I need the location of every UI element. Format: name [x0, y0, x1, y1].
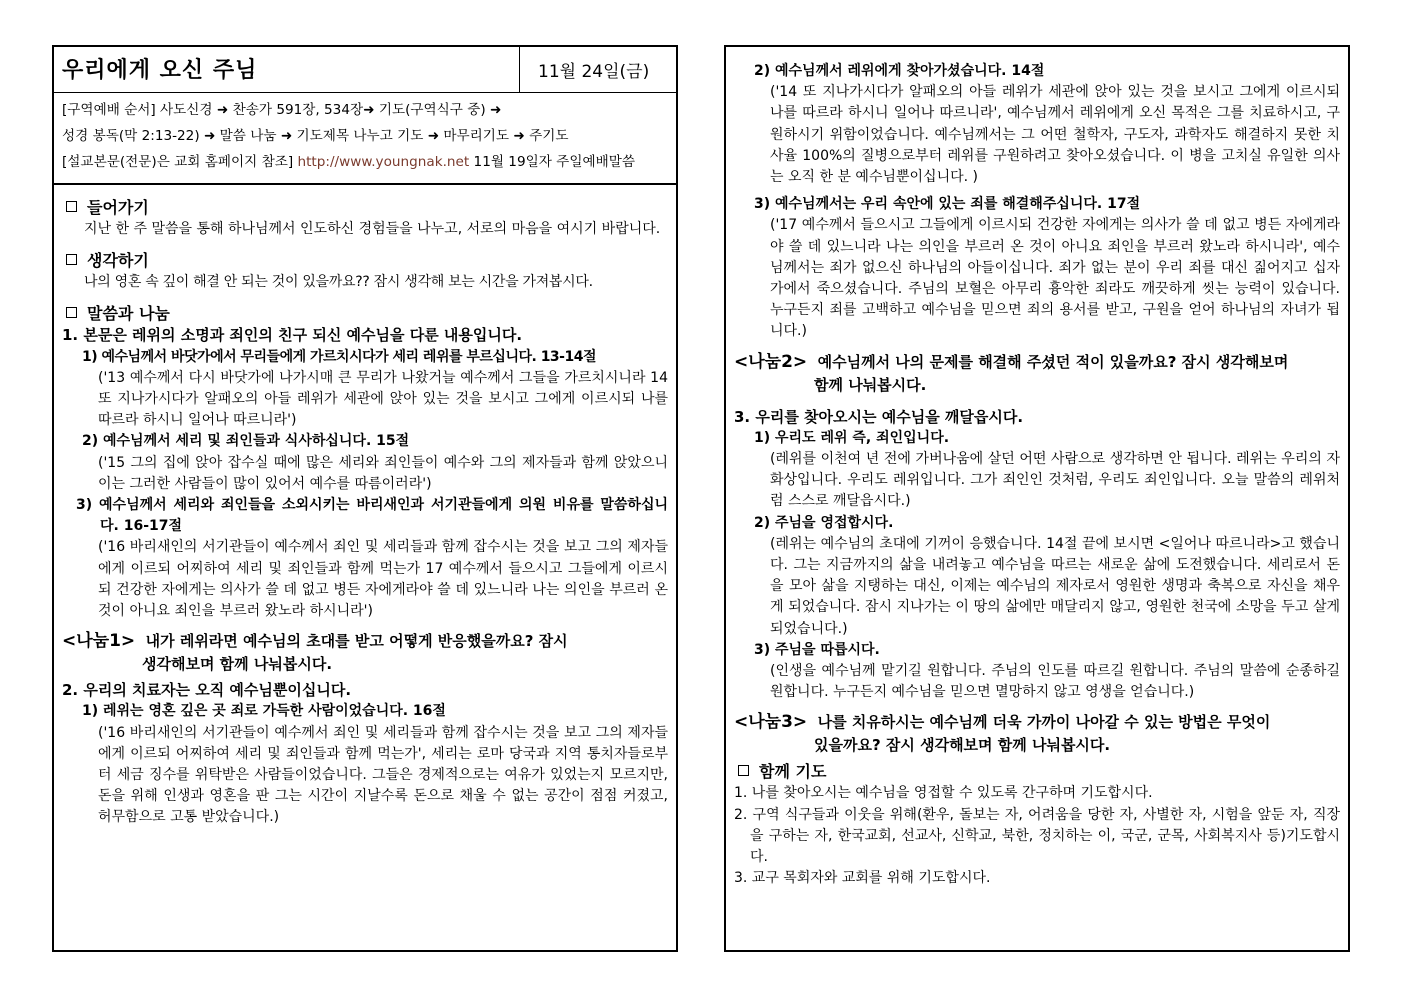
- checkbox-icon: [66, 307, 77, 318]
- checkbox-icon: [66, 254, 77, 265]
- date-label: 11월 24일(금): [538, 62, 650, 82]
- point-3-3: 3) 주님을 따릅시다.: [754, 641, 880, 658]
- section-prayer-heading: 함께 기도: [734, 761, 1340, 783]
- think-text: 나의 영혼 속 깊이 해결 안 되는 것이 있을까요?? 잠시 생각해 보는 시간을 가져봅시다.: [84, 274, 593, 291]
- share-3: <나눔3> 나를 치유하시는 예수님께 더욱 가까이 나아갈 수 있는 방법은 무엇이 있을까요? 잠시 생각해보며 함께 나눠봅시다.: [734, 712, 1271, 755]
- point-3-2-text: (레위는 예수님의 초대에 기꺼이 응했습니다. 14절 끝에 보시면 <일어나 따르니라>고 했습니다. 그는 지금까지의 삶을 내려놓고 예수님을 따르는 새로운 삶에 도전했습니다. 세리로서 돈을 모아 삶을 지탱하는 대신, 이제는 예수님의 제자로서 영원한 생명과 축복으로 자신을 채우게 되었습니다. 잠시 지나가는 이 땅의 삶에만 매달리지 않고, 영원한 천국에 소망을 두고 살게 되었습니다.): [770, 535, 1340, 637]
- point-1-1-text: ('13 예수께서 다시 바닷가에 나가시매 큰 무리가 나왔거늘 예수께서 그들을 가르치시니라 14 또 지나가시다가 알패오의 아들 레위가 세관에 앉아 있는 것을 보시고 그에게 이르시되 나를 따르라 하시니 일어나 따르니라'): [98, 369, 668, 429]
- point-3-2: 2) 주님을 영접합시다.: [754, 514, 894, 531]
- homepage-link[interactable]: http://www.youngnak.net: [297, 154, 470, 170]
- point-2-1-text: ('16 바리새인의 서기관들이 예수께서 죄인 및 세리들과 함께 잡수시는 것을 보고 그의 제자들에게 이르되 어찌하여 세리 및 죄인들과 함께 먹는가', 세리는 로마 당국과 지역 통치자들로부터 세금 징수를 위탁받은 사람들이었습니다. 그들은 경제적으로는 여유가 있었는지 모르지만, 돈을 위해 인생과 영혼을 판 그는 시간이 지날수록 돈으로 채울 수 없는 공간이 점점 커졌고, 허무함으로 고통 받았습니다.): [98, 724, 668, 826]
- checkbox-icon: [738, 765, 749, 776]
- left-content: [54, 185, 676, 829]
- order-line1: 사도신경 ➜ 찬송가 591장, 534장➜ 기도(구역식구 중) ➜: [155, 102, 502, 118]
- left-page: [52, 45, 678, 952]
- sermon-date: 11월 19일자 주일예배말씀: [469, 154, 635, 170]
- point-2-2: 2) 예수님께서 레위에게 찾아가셨습니다. 14절: [754, 63, 1045, 79]
- worship-order: [54, 93, 676, 185]
- right-content: [726, 47, 1348, 890]
- section-intro-heading: 들어가기: [62, 197, 668, 219]
- point-2-3: 3) 예수님께서는 우리 속안에 있는 죄를 해결해주십니다. 17절: [754, 196, 1141, 213]
- point-1-3: 3) 예수님께서 세리와 죄인들을 소외시키는 바리새인과 서기관들에게 의원 비유를 말씀하십니다. 16-17절: [76, 497, 668, 535]
- prayer-list: [734, 783, 1340, 889]
- point-3: 3. 우리를 찾아오시는 예수님을 깨달읍시다.: [734, 407, 1024, 426]
- point-1-1: 1) 예수님께서 바닷가에서 무리들에게 가르치시다가 세리 레위를 부르십니다. 13-14절: [82, 348, 596, 365]
- right-page: [724, 45, 1350, 952]
- share-2: <나눔2> 예수님께서 나의 문제를 해결해 주셨던 적이 있을까요? 잠시 생각해보며 함께 나눠봅시다.: [734, 351, 1289, 394]
- prayer-item: 2. 구역 식구들과 이웃을 위해(환우, 돌보는 자, 어려움을 당한 자, 사별한 자, 시험을 앞둔 자, 직장을 구하는 자, 한국교회, 선교사, 신학교, 북한, 정치하는 이, 국군, 군목, 사회복지사 등)기도합시다.: [734, 806, 1340, 866]
- point-1-2-text: ('15 그의 집에 앉아 잡수실 때에 많은 세리와 죄인들이 예수와 그의 제자들과 함께 앉았으니 이는 그러한 사람들이 많이 있어서 예수를 따름이러라'): [98, 454, 668, 492]
- sermon-label: [설교본문(전문)은 교회 홈페이지 참조]: [62, 154, 294, 170]
- section-word-heading: 말씀과 나눔: [62, 303, 668, 325]
- intro-text: 지난 한 주 말씀을 통해 하나님께서 인도하신 경험들을 나누고, 서로의 마음을 여시기 바랍니다.: [84, 221, 661, 237]
- share-1: <나눔1> 내가 레위라면 예수님의 초대를 받고 어떻게 반응했을까요? 잠시 생각해보며 함께 나눠봅시다.: [62, 631, 568, 674]
- point-1-2: 2) 예수님께서 세리 및 죄인들과 식사하십니다. 15절: [82, 433, 410, 450]
- page-title: 우리에게 오신 주님: [54, 47, 520, 92]
- point-2-1: 1) 레위는 영혼 깊은 곳 죄로 가득한 사람이었습니다. 16절: [82, 703, 446, 720]
- point-3-3-text: (인생을 예수님께 맡기길 원합니다. 주님의 인도를 따르길 원합니다. 주님의 말씀에 순종하길 원합니다. 누구든지 예수님을 믿으면 멸망하지 않고 영생을 얻습니다.): [770, 663, 1340, 701]
- order-label: [구역예배 순서]: [62, 102, 156, 118]
- point-3-1: 1) 우리도 레위 즉, 죄인입니다.: [754, 429, 950, 446]
- point-3-1-text: (레위를 이천여 년 전에 가버나움에 살던 어떤 사람으로 생각하면 안 됩니다. 레위는 우리의 자화상입니다. 우리도 레위입니다. 그가 죄인인 것처럼, 우리도 죄인입니다. 오늘 말씀의 레위처럼 스스로 깨달읍시다.): [770, 451, 1340, 510]
- order-line2: 성경 봉독(막 2:13-22) ➜ 말씀 나눔 ➜ 기도제목 나누고 기도 ➜ 마무리기도 ➜ 주기도: [62, 128, 569, 144]
- point-2-3-text: ('17 예수께서 들으시고 그들에게 이르시되 건강한 자에게는 의사가 쓸 데 없고 병든 자에게라야 쓸 데 있느니라 나는 의인을 부르러 온 것이 아니요 죄인을 부르러 왔노라 하시니라', 예수님께서는 죄가 없으신 하나님의 아들이십니다. 죄가 없는 분이 우리 죄를 대신 짊어지고 십자가에서 죽으셨습니다. 주님의 보혈은 아무리 흉악한 죄라도 깨끗하게 씻는 능력이 있습니다. 누구든지 죄를 고백하고 예수님을 믿으면 죄의 용서를 받고, 구원을 얻어 하나님의 자녀가 됩니다.): [770, 217, 1340, 340]
- checkbox-icon: [66, 201, 77, 212]
- prayer-item: 1. 나를 찾아오시는 예수님을 영접할 수 있도록 간구하며 기도합시다.: [734, 785, 1153, 802]
- point-1-3-text: ('16 바리새인의 서기관들이 예수께서 죄인 및 세리들과 함께 잡수시는 것을 보고 그의 제자들에게 이르되 어찌하여 세리 및 죄인들과 함께 먹는가 17 예수께서 들으시고 그들에게 이르시되 건강한 자에게는 의사가 쓸 데 없고 병든 자에게라야 쓸 데 있느니라 나는 의인을 부르러 온 것이 아니요 죄인을 부르러 왔노라 하시니라'): [98, 539, 668, 620]
- prayer-item: 3. 교구 목회자와 교회를 위해 기도합시다.: [734, 870, 991, 887]
- point-1: 1. 본문은 레위의 소명과 죄인의 친구 되신 예수님을 다룬 내용입니다.: [62, 326, 523, 345]
- section-think-heading: 생각하기: [62, 250, 668, 272]
- header: [54, 47, 676, 93]
- point-2-2-text: ('14 또 지나가시다가 알패오의 아들 레위가 세관에 앉아 있는 것을 보시고 그에게 이르시되 나를 따르라 하시니 일어나 따르니라', 예수님께서 레위에게 오신 목적은 그를 치료하시고, 구원하시기 위함이었습니다. 예수님께서는 그 어떤 철학자, 구도자, 과학자도 해결하지 못한 치사율 100%의 질병으로부터 레위를 구원하려고 찾아오셨습니다. 이 병을 고치실 유일한 의사는 오직 한 분 예수님뿐이십니다. ): [770, 84, 1340, 186]
- point-2: 2. 우리의 치료자는 오직 예수님뿐이십니다.: [62, 681, 352, 700]
